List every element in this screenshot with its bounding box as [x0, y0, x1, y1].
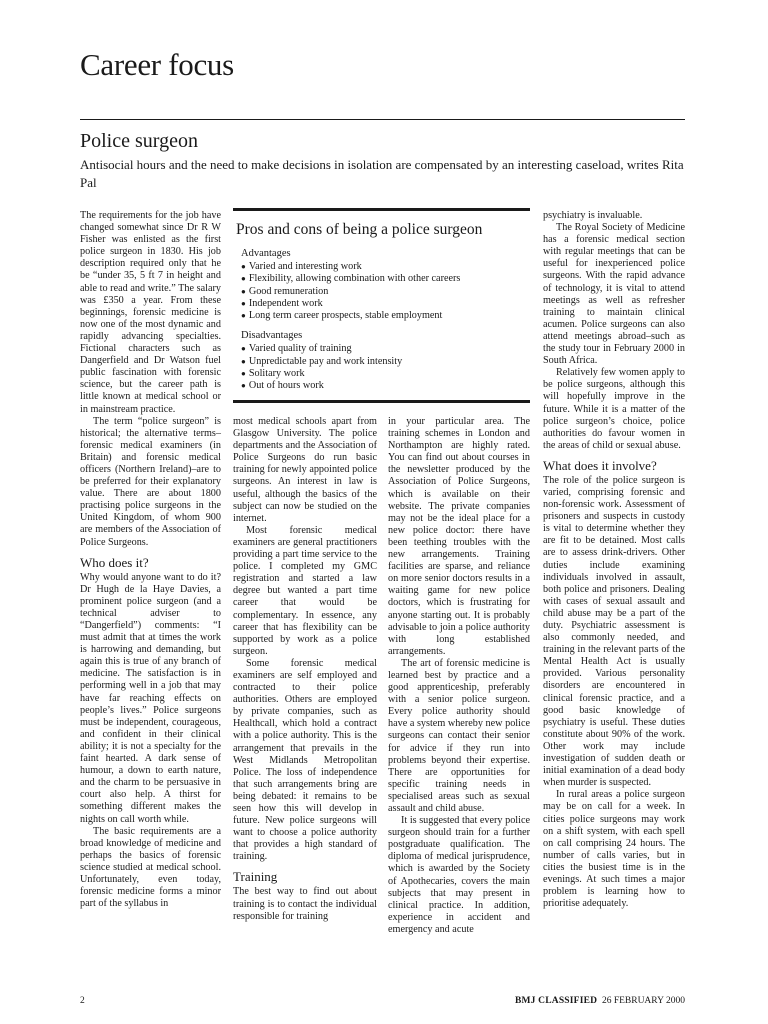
- subheading-who-does-it: Who does it?: [80, 554, 149, 570]
- paragraph: The art of forensic medicine is learned best by practice and a good apprenticeship, preferably with a senior police surgeon. Every police authority should have a system whereby new police surgeons can contact their senior for advice if they run into problems beyond their expertise. There are opportunities for specific training needs in specialised areas such as sexual assault and child abuse.: [388, 657, 530, 814]
- list-item: ● Unpredictable pay and work intensity: [241, 356, 530, 368]
- paragraph: psychiatry is invaluable.: [543, 210, 643, 221]
- paragraph: The basic requirements are a broad knowledge of medicine and perhaps the basics of forensic science studied at medical school. Unfortunately, even today, forensic medicine forms a minor part of the syllabus in: [80, 825, 221, 910]
- list-item: ● Long term career prospects, stable employment: [241, 310, 530, 322]
- list-item: ● Varied quality of training: [241, 343, 530, 355]
- list-item: ● Independent work: [241, 298, 530, 310]
- column-1: [80, 210, 221, 910]
- paragraph: most medical schools apart from Glasgow University. The police departments and the Association of Police Surgeons do run basic training for newly appointed police surgeons. An interest in law is useful, although the basics of the subject can now be studied on the internet.: [233, 416, 377, 524]
- paragraph: Most forensic medical examiners are general practitioners providing a part time service to the police. I completed my GMC registration and started a law degree but wanted a part time career that would be complementary. In essence, any career that has flexibility can be supported by work as a police surgeon.: [233, 524, 377, 657]
- disadvantages-heading: Disadvantages: [241, 330, 303, 342]
- paragraph: The requirements for the job have changed somewhat since Dr R W Fisher was enlisted as the first police surgeon in 1830. His job description required only that he be “under 35, 5 ft 7 in height and able to read and write.” The salary was £350 a year. From these beginnings, forensic medicine is now one of the most dynamic and rapidly advancing specialties. Fictional characters such as Dangerfield and Dr Watson fuel public fascination with forensic science, but the career path is little known at medical school or in mainstream practice.: [80, 210, 221, 415]
- publication-line: [515, 996, 685, 1006]
- paragraph: The term “police surgeon” is historical; the alternative terms– forensic medical examiners (in Britain) and forensic medical officers (Northern Ireland)–are to be preferred for their explanatory value. There are about 1800 practising police surgeons in the United Kingdom, of whom 900 are members of the Association of Police Surgeons.: [80, 415, 221, 548]
- paragraph: Relatively few women apply to be police surgeons, although this will hopefully improve in the future. While it is a matter of the police surgeon’s choice, police authorities do favour women in the areas of child or sexual abuse.: [543, 367, 685, 451]
- issue-date: 26 FEBRUARY 2000: [601, 996, 685, 1006]
- subheading-what-does-it-involve: What does it involve?: [543, 457, 657, 473]
- paragraph: In rural areas a police surgeon may be on call for a week. In cities police surgeons may work on a shift system, with each spell on call comprising 24 hours. The number of calls varies, but in cities the busiest time is in the evenings. At such times a major problem is learning how to prioritise adequately.: [543, 789, 685, 910]
- header-divider: [80, 119, 685, 120]
- paragraph: It is suggested that every police surgeon should train for a further postgraduate qualification. The diploma of medical jurisprudence, which is awarded by the Society of Apothecaries, covers the main subjects that may present in clinical practice. In addition, experience in accident and emergency and acute: [388, 815, 530, 935]
- column-2: [233, 416, 377, 923]
- article-title: Police surgeon: [80, 130, 198, 152]
- disadvantages-list: [233, 343, 530, 392]
- paragraph: The Royal Society of Medicine has a forensic medical section with regular meetings that can be useful for inexperienced police surgeons. With the rapid advance of technology, it is vital to attend meetings as well as refresher training to maintain clinical acumen. Police surgeons can also attend meetings abroad–such as the study tour in February 2000 in South Africa.: [543, 222, 685, 367]
- list-item: ● Out of hours work: [241, 380, 530, 392]
- paragraph: The best way to find out about training is to contact the individual responsible for training: [233, 886, 377, 922]
- list-item: ● Varied and interesting work: [241, 261, 530, 273]
- list-item: ● Flexibility, allowing combination with other careers: [241, 273, 530, 285]
- page-number: 2: [80, 996, 85, 1006]
- subheading-training: Training: [233, 869, 278, 885]
- paragraph: Why would anyone want to do it? Dr Hugh de la Haye Davies, a prominent police surgeon (and a technical adviser to “Dangerfield”) comments: “I must admit that at times the work is harrowing and demanding, but again this is true of any branch of medicine. The satisfaction is in performing well in a job that may have far reaching effects on people’s lives.” Police surgeons must be independent, courageous, and confident in their clinical ability; it is not a specialty for the faint hearted. A dark sense of humour, a down to earth nature, and the charm to be persuasive in court also help. A thirst for something different makes the nights on call worth while.: [80, 571, 221, 825]
- paragraph: in your particular area. The training schemes in London and Northampton are highly rated. You can find out about courses in the newsletter produced by the Association of Police Surgeons, which is available on their website. The private companies may not be the ideal place for a new police doctor: there have been teething troubles with the new arrangements. Training facilities are sparse, and reliance on more senior doctors results in a waiting game for new police doctors, which is frustrating for anyone starting out. It is probably advisable to join a police authority with long established arrangements.: [388, 416, 530, 657]
- advantages-list: [233, 261, 530, 322]
- paragraph: The role of the police surgeon is varied, comprising forensic and non-forensic work. Assessment of prisoners and suspects in custody is vital to determine whether they are fit to be detained. Most calls are to assess drink-drivers. Other duties include examining individuals involved in assault, both police and prisoners. Dealing with cases of sexual assault and child abuse may be a part of the duty. Psychiatric assessment is also commonly needed, and training in the relevant parts of the Mental Health Act is usually provided. Various personality disorders are encountered in clinical forensic practice, and a good basic knowledge of psychiatry is useful. These duties constitute about 90% of the work. Other work may include investigation of sudden death or initial examination of a dead body when murder is suspected.: [543, 474, 685, 789]
- column-3: [388, 416, 530, 936]
- list-item: ● Solitary work: [241, 368, 530, 380]
- column-4: [543, 210, 685, 910]
- box-title: Pros and cons of being a police surgeon: [236, 221, 483, 238]
- advantages-heading: Advantages: [241, 248, 291, 259]
- list-item: ● Good remuneration: [241, 286, 530, 298]
- page-title: Career focus: [80, 47, 234, 82]
- standfirst: Antisocial hours and the need to make decisions in isolation are compensated by an interesting caseload, writes Rita Pal: [80, 157, 684, 190]
- publication-name: BMJ CLASSIFIED: [514, 996, 598, 1006]
- paragraph: Some forensic medical examiners are self employed and contracted to their police authorities. Others are employed by private companies, such as Healthcall, which hold a contract with a police authority. This is the arrangement that prevails in the West Midlands Metropolitan Police. The loss of independence that such arrangements bring are being debated: it remains to be seen how this will develop in future. New police surgeons will want to choose a police authority that provides a high standard of training.: [233, 657, 377, 863]
- pros-cons-box: [233, 208, 530, 403]
